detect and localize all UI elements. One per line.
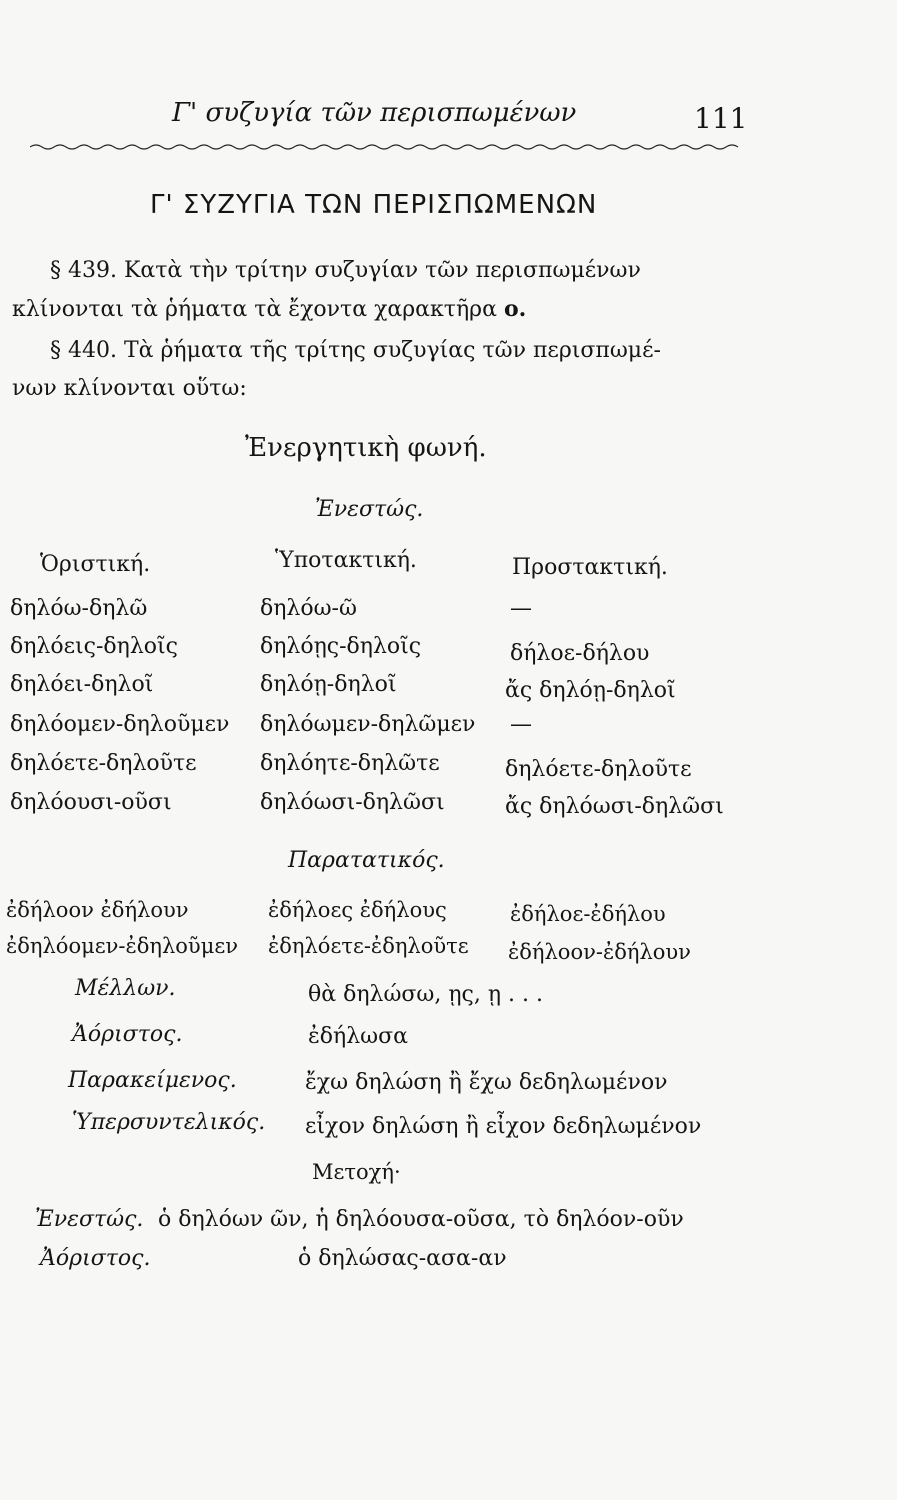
present-indicative-1sg: δηλόω-δηλῶ — [10, 596, 148, 621]
participle-present-label: Ἐνεστώς. — [35, 1207, 144, 1232]
imperfect-4: ἐδηλόομεν-ἐδηλοῦμεν — [6, 934, 238, 958]
column-subjunctive: Ὑποτακτική. — [275, 548, 417, 573]
present-subjunctive-3sg: δηλόῃ-δηλοῖ — [260, 672, 397, 697]
perfect-label: Παρακείμενος. — [68, 1068, 237, 1093]
present-imperative-2pl: δηλόετε-δηλοῦτε — [505, 757, 692, 782]
section-title: Γ' ΣΥΖΥΓΙΑ ΤΩΝ ΠΕΡΙΣΠΩΜΕΝΩΝ — [150, 190, 598, 220]
present-imperative-3pl: ἄς δηλόωσι-δηλῶσι — [505, 794, 724, 819]
present-heading: Ἐνεστώς. — [315, 497, 424, 522]
participle-heading: Μετοχή· — [312, 1160, 401, 1184]
perfect-form: ἔχω δηλώση ἢ ἔχω δεδηλωμένον — [305, 1070, 668, 1095]
future-form: θὰ δηλώσω, ῃς, ῃ . . . — [308, 982, 543, 1007]
imperfect-heading: Παρατατικός. — [288, 848, 445, 873]
imperfect-2: ἐδήλοες ἐδήλους — [268, 898, 447, 922]
imperfect-5: ἐδηλόετε-ἐδηλοῦτε — [268, 934, 469, 958]
paragraph-440-line-2: νων κλίνονται οὕτω: — [12, 376, 247, 401]
voice-heading: Ἐνεργητικὴ φωνή. — [245, 433, 487, 463]
present-imperative-2sg: δήλοε-δήλου — [510, 641, 650, 666]
aorist-form: ἐδήλωσα — [308, 1024, 408, 1049]
present-subjunctive-1sg: δηλόω-ῶ — [260, 596, 357, 621]
participle-aorist-form: ὁ δηλώσας-ασα-αν — [298, 1246, 507, 1271]
page-number: 111 — [694, 102, 748, 135]
column-imperative: Προστακτική. — [512, 555, 668, 580]
column-indicative: Ὁριστική. — [40, 552, 151, 577]
imperfect-6: ἐδήλοον-ἐδήλουν — [508, 940, 691, 964]
paragraph-440-line-1: § 440. Τὰ ῥήματα τῆς τρίτης συζυγίας τῶν περισπωμέ- — [50, 338, 661, 363]
aorist-label: Ἀόριστος. — [72, 1022, 183, 1047]
pluperfect-label: Ὑπερσυντελικός. — [72, 1110, 266, 1135]
present-indicative-3sg: δηλόει-δηλοῖ — [10, 672, 154, 697]
running-title: Γ' συζυγία τῶν περισπωμένων — [172, 98, 577, 128]
imperfect-1: ἐδήλοον ἐδήλουν — [6, 898, 189, 922]
paragraph-439-line-2 — [12, 296, 526, 322]
present-subjunctive-2pl: δηλόητε-δηλῶτε — [260, 751, 440, 776]
character-o: ο. — [503, 296, 527, 322]
present-indicative-2pl: δηλόετε-δηλοῦτε — [10, 751, 197, 776]
present-imperative-1pl: — — [510, 712, 532, 737]
present-indicative-3pl: δηλόουσι-οῦσι — [10, 790, 172, 815]
pluperfect-form: εἶχον δηλώση ἢ εἶχον δεδηλωμένον — [305, 1114, 702, 1139]
participle-aorist-label: Ἀόριστος. — [40, 1246, 151, 1271]
present-subjunctive-1pl: δηλόωμεν-δηλῶμεν — [260, 712, 476, 737]
present-imperative-1sg: — — [510, 596, 532, 621]
present-imperative-3sg: ἄς δηλόῃ-δηλοῖ — [505, 678, 676, 703]
present-indicative-1pl: δηλόομεν-δηλοῦμεν — [10, 712, 230, 737]
participle-present-form: ὁ δηλόων ῶν, ἡ δηλόουσα-οῦσα, τὸ δηλόον-οῦν — [158, 1207, 684, 1232]
present-subjunctive-3pl: δηλόωσι-δηλῶσι — [260, 790, 445, 815]
paragraph-439-line-1: § 439. Κατὰ τὴν τρίτην συζυγίαν τῶν περισπωμένων — [50, 258, 641, 283]
header-rule — [30, 140, 740, 154]
future-label: Μέλλων. — [75, 976, 176, 1001]
imperfect-3: ἐδήλοε-ἐδήλου — [510, 902, 666, 926]
paragraph-439-text: κλίνονται τὰ ῥήματα τὰ ἔχοντα χαρακτῆρα — [12, 297, 497, 322]
present-indicative-2sg: δηλόεις-δηλοῖς — [10, 634, 178, 659]
present-subjunctive-2sg: δηλόῃς-δηλοῖς — [260, 634, 422, 659]
